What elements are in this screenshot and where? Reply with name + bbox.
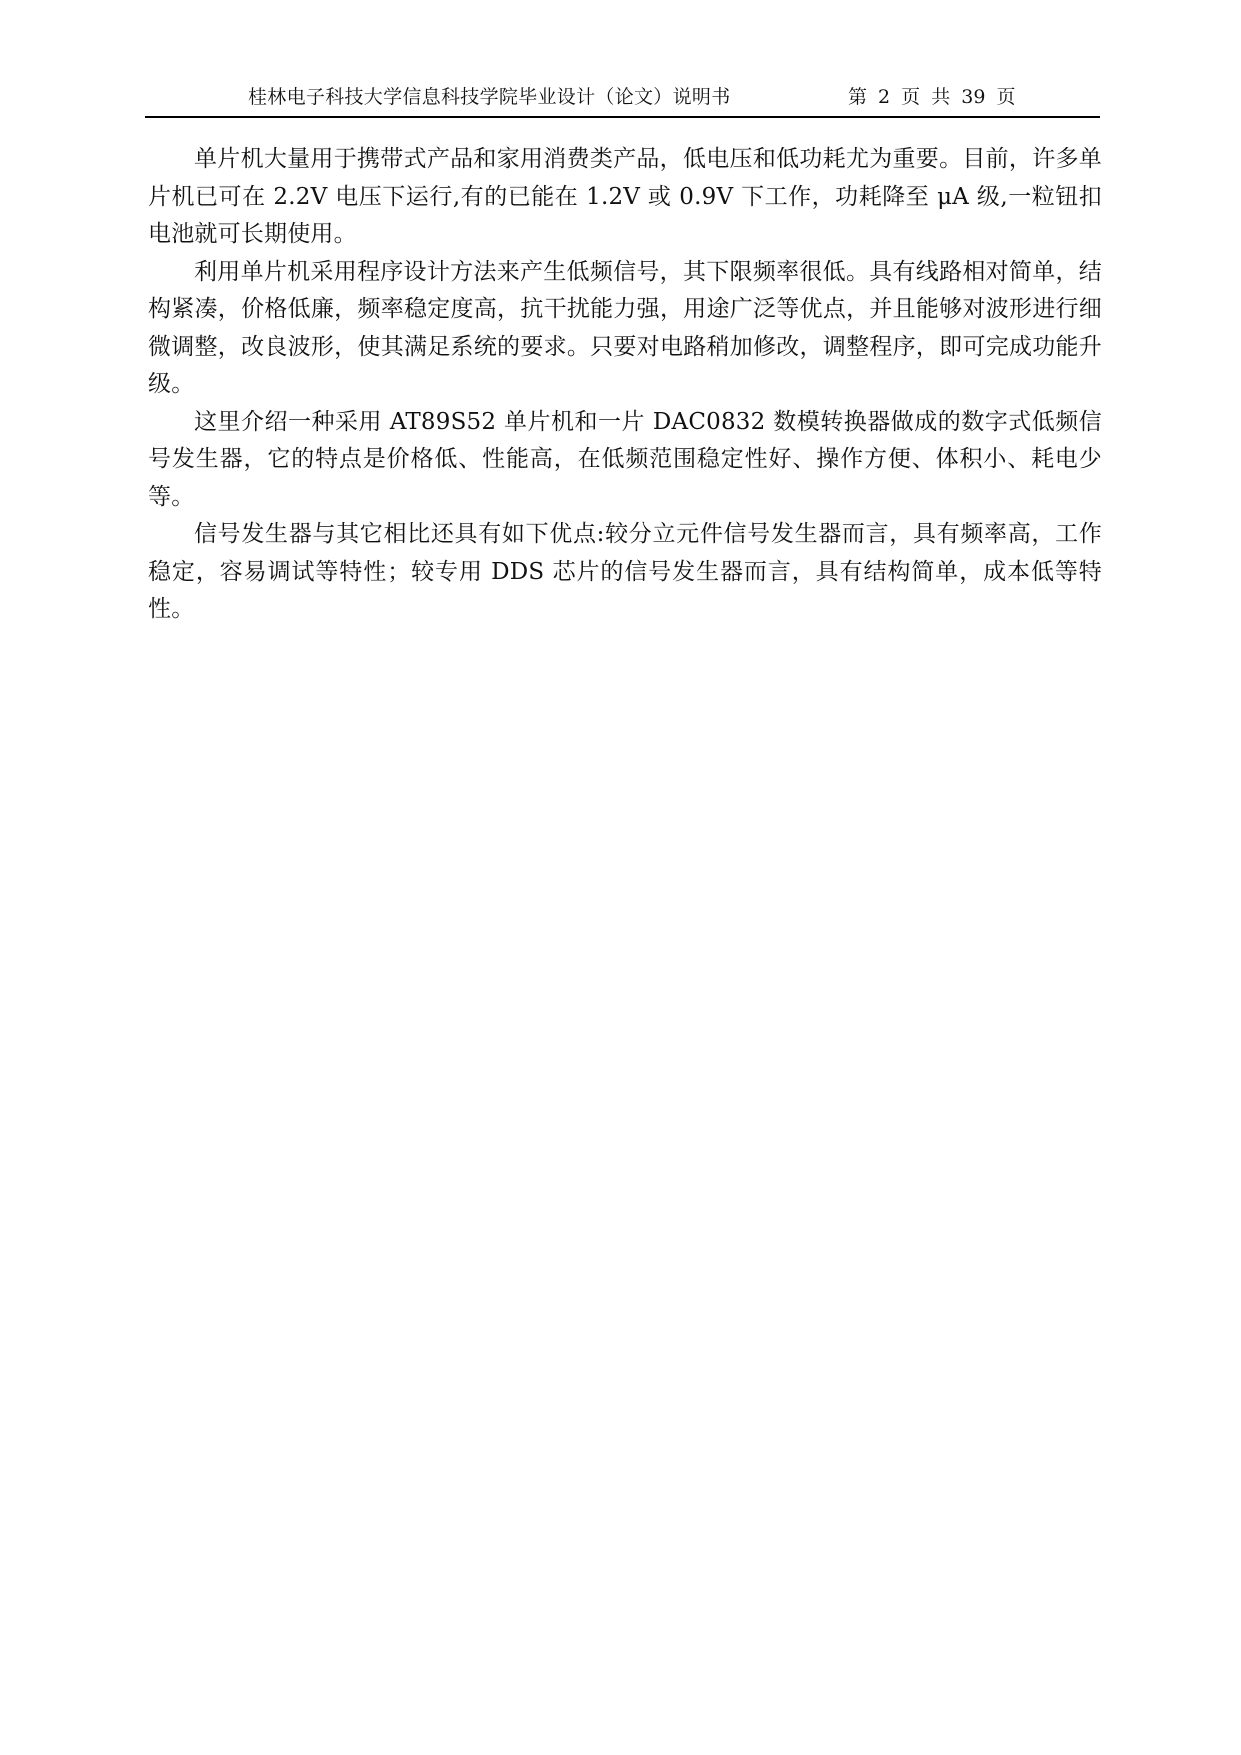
paragraph: 单片机大量用于携带式产品和家用消费类产品，低电压和低功耗尤为重要。目前，许多单片机已可在 2.2V 电压下运行,有的已能在 1.2V 或 0.9V 下工作，功耗降至 μA 级,一粒钮扣电池就可长期使用。 — [148, 146, 1102, 247]
header-title: 桂林电子科技大学信息科技学院毕业设计（论文）说明书 — [248, 86, 731, 108]
paragraph: 信号发生器与其它相比还具有如下优点:较分立元件信号发生器而言，具有频率高，工作稳定，容易调试等特性；较专用 DDS 芯片的信号发生器而言，具有结构简单，成本低等特性。 — [148, 521, 1102, 622]
page-header — [145, 86, 1100, 118]
paragraph: 这里介绍一种采用 AT89S52 单片机和一片 DAC0832 数模转换器做成的数字式低频信号发生器，它的特点是价格低、性能高，在低频范围稳定性好、操作方便、体积小、耗电少等。 — [148, 408, 1102, 510]
paragraph: 利用单片机采用程序设计方法来产生低频信号，其下限频率很低。具有线路相对简单，结构紧凑，价格低廉，频率稳定度高，抗干扰能力强，用途广泛等优点，并且能够对波形进行细微调整，改良波形，使其满足系统的要求。只要对电路稍加修改，调整程序，即可完成功能升级。 — [148, 258, 1102, 397]
header-page-number: 第 2 页 共 39 页 — [848, 86, 1016, 108]
body-text — [148, 141, 1102, 629]
